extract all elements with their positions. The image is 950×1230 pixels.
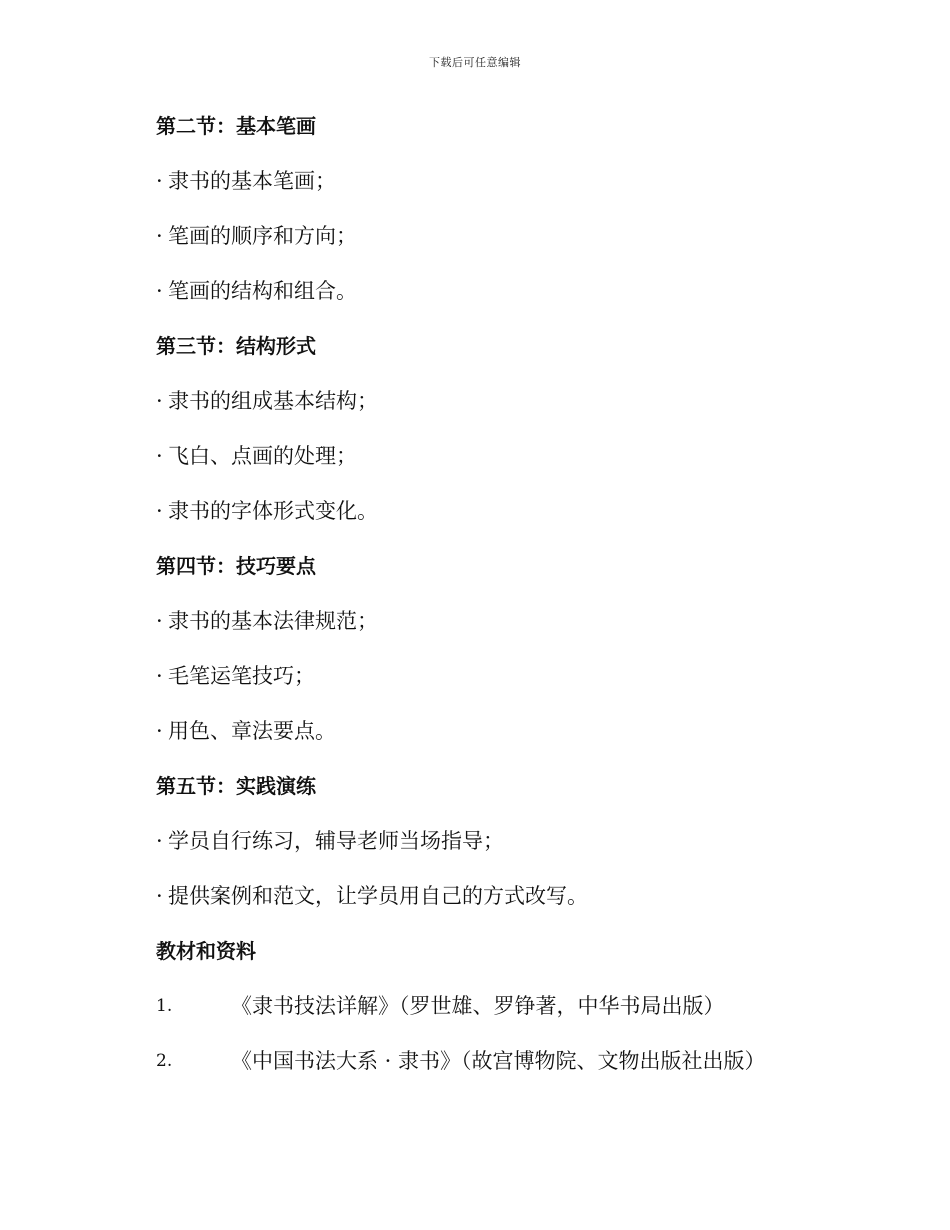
document-body xyxy=(156,108,856,1098)
bullet-item xyxy=(156,218,856,273)
bullet-dot: · xyxy=(156,829,163,853)
bullet-dot: · xyxy=(156,279,163,303)
bullet-text: 用色、章法要点。 xyxy=(168,719,336,743)
section-heading: 第五节：实践演练 xyxy=(156,774,316,798)
reference-item xyxy=(156,1043,856,1098)
reference-number: 1. xyxy=(156,996,173,1016)
section-heading: 第三节：结构形式 xyxy=(156,334,316,358)
bullet-item xyxy=(156,493,856,548)
section-heading: 第二节：基本笔画 xyxy=(156,114,316,138)
reference-text: 《隶书技法详解》（罗世雄、罗铮著，中华书局出版） xyxy=(231,994,725,1018)
bullet-item xyxy=(156,878,856,933)
bullet-text: 隶书的组成基本结构； xyxy=(168,389,378,413)
bullet-dot: · xyxy=(156,664,163,688)
bullet-text: 隶书的基本法律规范； xyxy=(168,609,378,633)
bullet-text: 笔画的顺序和方向； xyxy=(168,224,357,248)
bullet-text: 提供案例和范文，让学员用自己的方式改写。 xyxy=(168,884,588,908)
bullet-dot: · xyxy=(156,609,163,633)
bullet-text: 学员自行练习，辅导老师当场指导； xyxy=(168,829,504,853)
section-heading: 第四节：技巧要点 xyxy=(156,554,316,578)
bullet-item xyxy=(156,163,856,218)
bullet-item xyxy=(156,603,856,658)
bullet-item xyxy=(156,713,856,768)
bullet-dot: · xyxy=(156,224,163,248)
bullet-text: 隶书的基本笔画； xyxy=(168,169,336,193)
bullet-item xyxy=(156,823,856,878)
bullet-dot: · xyxy=(156,169,163,193)
references-heading: 教材和资料 xyxy=(156,939,256,963)
page-header: 下载后可任意编辑 xyxy=(429,56,521,69)
bullet-text: 毛笔运笔技巧； xyxy=(168,664,315,688)
reference-item xyxy=(156,988,856,1043)
bullet-dot: · xyxy=(156,389,163,413)
bullet-item xyxy=(156,658,856,713)
bullet-item xyxy=(156,273,856,328)
bullet-dot: · xyxy=(156,719,163,743)
reference-text: 《中国书法大系 · 隶书》（故宫博物院、文物出版社出版） xyxy=(231,1049,766,1073)
bullet-dot: · xyxy=(156,884,163,908)
bullet-text: 飞白、点画的处理； xyxy=(168,444,357,468)
bullet-item xyxy=(156,438,856,493)
reference-number: 2. xyxy=(156,1051,173,1071)
bullet-dot: · xyxy=(156,499,163,523)
bullet-text: 隶书的字体形式变化。 xyxy=(168,499,378,523)
bullet-text: 笔画的结构和组合。 xyxy=(168,279,357,303)
bullet-item xyxy=(156,383,856,438)
bullet-dot: · xyxy=(156,444,163,468)
